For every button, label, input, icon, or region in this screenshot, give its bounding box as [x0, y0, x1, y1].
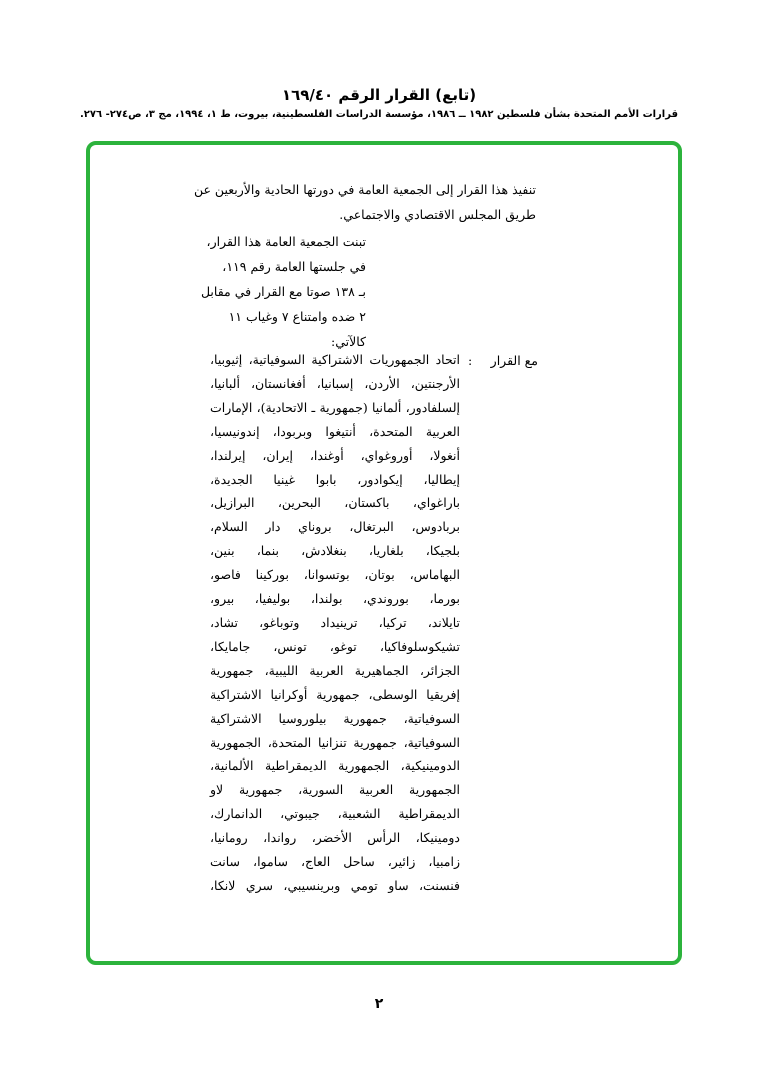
- resolution-title: (تابع) القرار الرقم ١٦٩/٤٠: [281, 86, 477, 104]
- country-list-line: العربية المتحدة، أنتيغوا وبربودا، إندونيسيا،: [210, 423, 460, 439]
- country-list-line: دومينيكا، الرأس الأخضر، رواندا، رومانيا،: [210, 830, 460, 846]
- country-list-line: الديمقراطية الشعبية، جيبوتي، الدانمارك،: [210, 806, 460, 822]
- country-list-line: أنغولا، أوروغواي، أوغندا، إيران، إيرلندا،: [210, 447, 460, 463]
- country-list-line: فنسنت، ساو تومي وبرينسيبي، سري لانكا،: [210, 877, 460, 893]
- country-list-line: السوفياتية، جمهورية بيلوروسيا الاشتراكية: [210, 710, 460, 726]
- source-citation: قرارات الأمم المتحدة بشأن فلسطين ١٩٨٢ ــ ١٩٨٦، مؤسسة الدراسات الفلسطينية، بيروت، ط ١، ١٩٩٤، مج ٣، ص٢٧٤- ٢٧٦.: [79, 109, 678, 120]
- country-list-line: إلسلفادور، ألمانيا (جمهورية ـ الاتحادية)، الإمارات: [210, 399, 460, 415]
- page-number: ٢: [374, 996, 384, 1012]
- in-favour-label: مع القرار: [490, 353, 538, 368]
- intro-paragraph: تنفيذ هذا القرار إلى الجمعية العامة في دورتها الحادية والأربعين عن طريق المجلس الاقتصادي والاجتماعي.: [193, 182, 536, 222]
- countries-in-favour-list: [210, 348, 460, 898]
- vote-line: كالآتي:: [331, 334, 366, 349]
- vote-line: في جلستها العامة رقم ١١٩،: [222, 259, 366, 274]
- vote-line: ٢ ضده وامتناع ٧ وغياب ١١: [228, 309, 366, 324]
- country-list-line: السوفياتية، جمهورية تنزانيا المتحدة، الجمهورية: [210, 734, 460, 750]
- country-list-line: الأرجنتين، الأردن، إسبانيا، أفغانستان، ألبانيا،: [210, 375, 460, 391]
- country-list-line: الجمهورية العربية السورية، جمهورية لاو: [210, 782, 460, 798]
- country-list-line: زامبيا، زائير، ساحل العاج، ساموا، سانت: [210, 854, 460, 870]
- country-list-line: بلجيكا، بلغاريا، بنغلادش، بنما، بنين،: [210, 543, 460, 559]
- country-list-line: بربادوس، البرتغال، بروناي دار السلام،: [210, 519, 460, 535]
- country-list-line: البهاماس، بوتان، بوتسوانا، بوركينا فاصو،: [210, 567, 460, 583]
- country-list-line: باراغواي، باكستان، البحرين، البرازيل،: [210, 495, 460, 511]
- country-list-line: الدومينيكية، الجمهورية الديمقراطية الألمانية،: [210, 758, 460, 774]
- country-list-line: الجزائر، الجماهيرية العربية الليبية، جمهورية: [210, 662, 460, 678]
- label-colon: :: [468, 353, 473, 368]
- country-list-line: تايلاند، تركيا، ترينيداد وتوباغو، تشاد،: [210, 614, 460, 630]
- vote-line: بـ ١٣٨ صوتا مع القرار في مقابل: [200, 284, 366, 299]
- country-list-line: إفريقيا الوسطى، جمهورية أوكرانيا الاشتراكية: [210, 686, 460, 702]
- vote-summary: [200, 229, 366, 354]
- country-list-line: بورما، بوروندي، بولندا، بوليفيا، بيرو،: [210, 591, 460, 607]
- country-list-line: اتحاد الجمهوريات الاشتراكية السوفياتية، إثيوبيا،: [210, 352, 460, 367]
- country-list-line: إيطاليا، إيكوادور، بابوا غينيا الجديدة،: [210, 471, 460, 487]
- country-list-line: تشيكوسلوفاكيا، توغو، تونس، جامايكا،: [210, 638, 460, 654]
- vote-line: تبنت الجمعية العامة هذا القرار،: [206, 234, 366, 249]
